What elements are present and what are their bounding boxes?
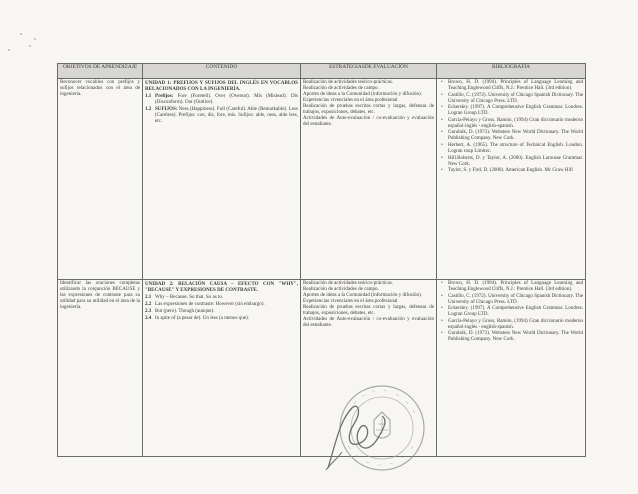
- item-body: Las expresiones de contraste: However (sin embargo).: [155, 301, 265, 308]
- bibliography-entry: • Taylor, S. y Fird, D. (2000). American English. Mc Graw Hill: [448, 167, 583, 173]
- header-estrategias: ESTRATEGIASDE EVALUACIÓN: [301, 64, 437, 79]
- item-body: Why – Because. So that. So as to.: [155, 294, 224, 301]
- bibliography-entry: • García-Pelayo y Gross, Ramón, (1994) Gran diccionario moderno español-inglés - english-spanish.: [448, 318, 583, 330]
- objetivo-cell: Identificar las oraciones completas utilizando la conjunción BECAUSE y las expresiones de contraste para su utilidad para su utilidad en el área de la ingeniería.: [58, 280, 143, 457]
- item-number: 2.2: [145, 301, 152, 308]
- estrategias-cell: [301, 79, 437, 280]
- strategy-line: Realización de actividades de campo.: [303, 85, 379, 92]
- scan-speck: [29, 45, 31, 47]
- header-row: [58, 64, 586, 79]
- strategy-line: Aportes de ideas a la Comunidad (información y difusión).: [303, 91, 422, 98]
- content-item: [145, 294, 298, 300]
- content-item: [145, 301, 298, 307]
- header-objetivos: OBJETIVOS DE APRENDIZAJE: [58, 64, 143, 79]
- item-body: Fore (Foretell). Over (Overeat). Mis (Mislead). Dis (Disconform). Out (Outlive).: [155, 93, 298, 106]
- bibliography-list: [439, 280, 583, 342]
- bibliography-entry: • Brown, H. D. (1994). Principles of Language Learning and Teaching.Englewood Cliffs, N.J.: Prentice Hall. (3rd edition).: [448, 79, 583, 91]
- item-number: 2.3: [145, 308, 152, 315]
- item-number: 1.2: [145, 106, 152, 113]
- strategy-line: Aportes de ideas a la Comunidad (información y difusión).: [303, 292, 422, 299]
- bibliography-entry: • Eckersley. (1997). A Comprehensive English Grammar. Londres. Logran Group LTD.: [448, 104, 583, 116]
- item-heading: Prefijos:: [155, 93, 174, 100]
- bibliography-entry: • Herbert, A. (1965). The structure of Technical English. London. Logran roup Limitec.: [448, 142, 583, 154]
- strategy-line: Realización de actividades de campo.: [303, 286, 379, 293]
- content-item: [145, 308, 298, 314]
- table-row-unit-1: [58, 79, 586, 280]
- bibliography-entry: • Hill.Roberts, D. y Taylor, A. (2000). English Larousse Grammar. New Cork.: [448, 155, 583, 167]
- item-body: But (pero). Though (aunque).: [155, 308, 215, 315]
- strategy-line: Actividades de Auto-evaluación / co-evaluación y evaluación del estudiante.: [303, 115, 434, 128]
- strategy-line: Realización de actividades teórico-prácticas.: [303, 79, 393, 85]
- unit-title: UNIDAD 2: RELACIÓN CAUSA – EFECTO CON "WHY", "BECAUSE" Y EXPRESIONES DE CONTRASTE.: [145, 281, 298, 294]
- bibliography-entry: • Guralnik, D. (1973). Websters New World Dictionary. The World Publishing Company. New Cork.: [448, 129, 583, 141]
- strategy-line: Realización de actividades teórico-prácticas.: [303, 280, 393, 286]
- header-bibliografia: BIBLIOGRAFÍA: [437, 64, 586, 79]
- strategy-line: Experiencias vivenciales en el área profesional: [303, 97, 398, 104]
- strategy-line: Actividades de Auto-evaluación / co-evaluación y evaluación del estudiante.: [303, 316, 434, 329]
- bibliography-entry: • Guralnik, D. (1973). Websters New World Dictionary. The World Publishing Company. New Cork.: [448, 330, 583, 342]
- contenido-cell: [143, 79, 301, 280]
- content-item: [145, 315, 298, 321]
- item-body: In spite of (a pesar de). Un less (a menos que).: [155, 315, 249, 322]
- bibliography-entry: • García-Pelayo y Gross, Ramón, (1994) Gran diccionario moderno español-inglés - english-spanish.: [448, 117, 583, 129]
- bibliography-entry: • Castillo, C. (1972). University of Chicago Spanish Dictionary. The University of Chicago Press. LTD.: [448, 293, 583, 305]
- content-item: [145, 106, 298, 124]
- scan-speck: [20, 33, 22, 35]
- header-contenido: CONTENIDO: [143, 64, 301, 79]
- bibliografia-cell: [437, 280, 586, 457]
- item-heading: SUFIJOS:: [155, 106, 178, 113]
- item-text: [155, 93, 298, 105]
- item-number: 2.1: [145, 294, 152, 301]
- strategy-line: Realización de pruebas escritas cortas y largas, defensas de trabajos, exposiciones, debates, etc.: [303, 304, 434, 317]
- unit-title: UNIDAD 1: PREFIJOS Y SUFIJOS DEL INGLÉS EN VOCABLOS RELACIONADOS CON LA INGENIERÍA.: [145, 80, 298, 93]
- bibliography-entry: • Castillo, C. (1972). University of Chicago Spanish Dictionary. The University of Chicago Press. LTD.: [448, 92, 583, 104]
- scan-speck: [8, 49, 10, 51]
- objetivo-cell: Reconocer vocablos con prefijos y sufijos relacionados con el área de ingeniería.: [58, 79, 143, 280]
- item-body: Ness (Happiness). Full (Careful). Able (Remarkable). Less (Careless). Prefijos: con, dis, fore, mis. Sufijos: able, ness, able less, etc.: [155, 106, 298, 125]
- bibliography-entry: • Brown, H. D. (1994). Principles of Language Learning and Teaching.Englewood Cliffs, N.J.: Prentice Hall. (3rd edition).: [448, 280, 583, 292]
- contenido-cell: [143, 280, 301, 457]
- signature-tail: [326, 452, 342, 470]
- item-number: 1.1: [145, 93, 152, 100]
- strategy-line: Realización de pruebas escritas cortas y largas, defensas de trabajos, exposiciones, debates, etc.: [303, 103, 434, 116]
- official-seal-signature: [318, 372, 438, 480]
- bibliography-list: [439, 79, 583, 173]
- strategy-line: Experiencias vivenciales en el área profesional: [303, 298, 398, 305]
- scan-speck: [34, 38, 36, 40]
- seal-lettering: [348, 390, 415, 465]
- bibliografia-cell: [437, 79, 586, 280]
- item-number: 2.4: [145, 315, 152, 322]
- item-text: [155, 106, 298, 124]
- content-item: [145, 93, 298, 105]
- bibliography-entry: • Eckersley. (1997). A Comprehensive English Grammar. Londres. Logran Group LTD.: [448, 305, 583, 317]
